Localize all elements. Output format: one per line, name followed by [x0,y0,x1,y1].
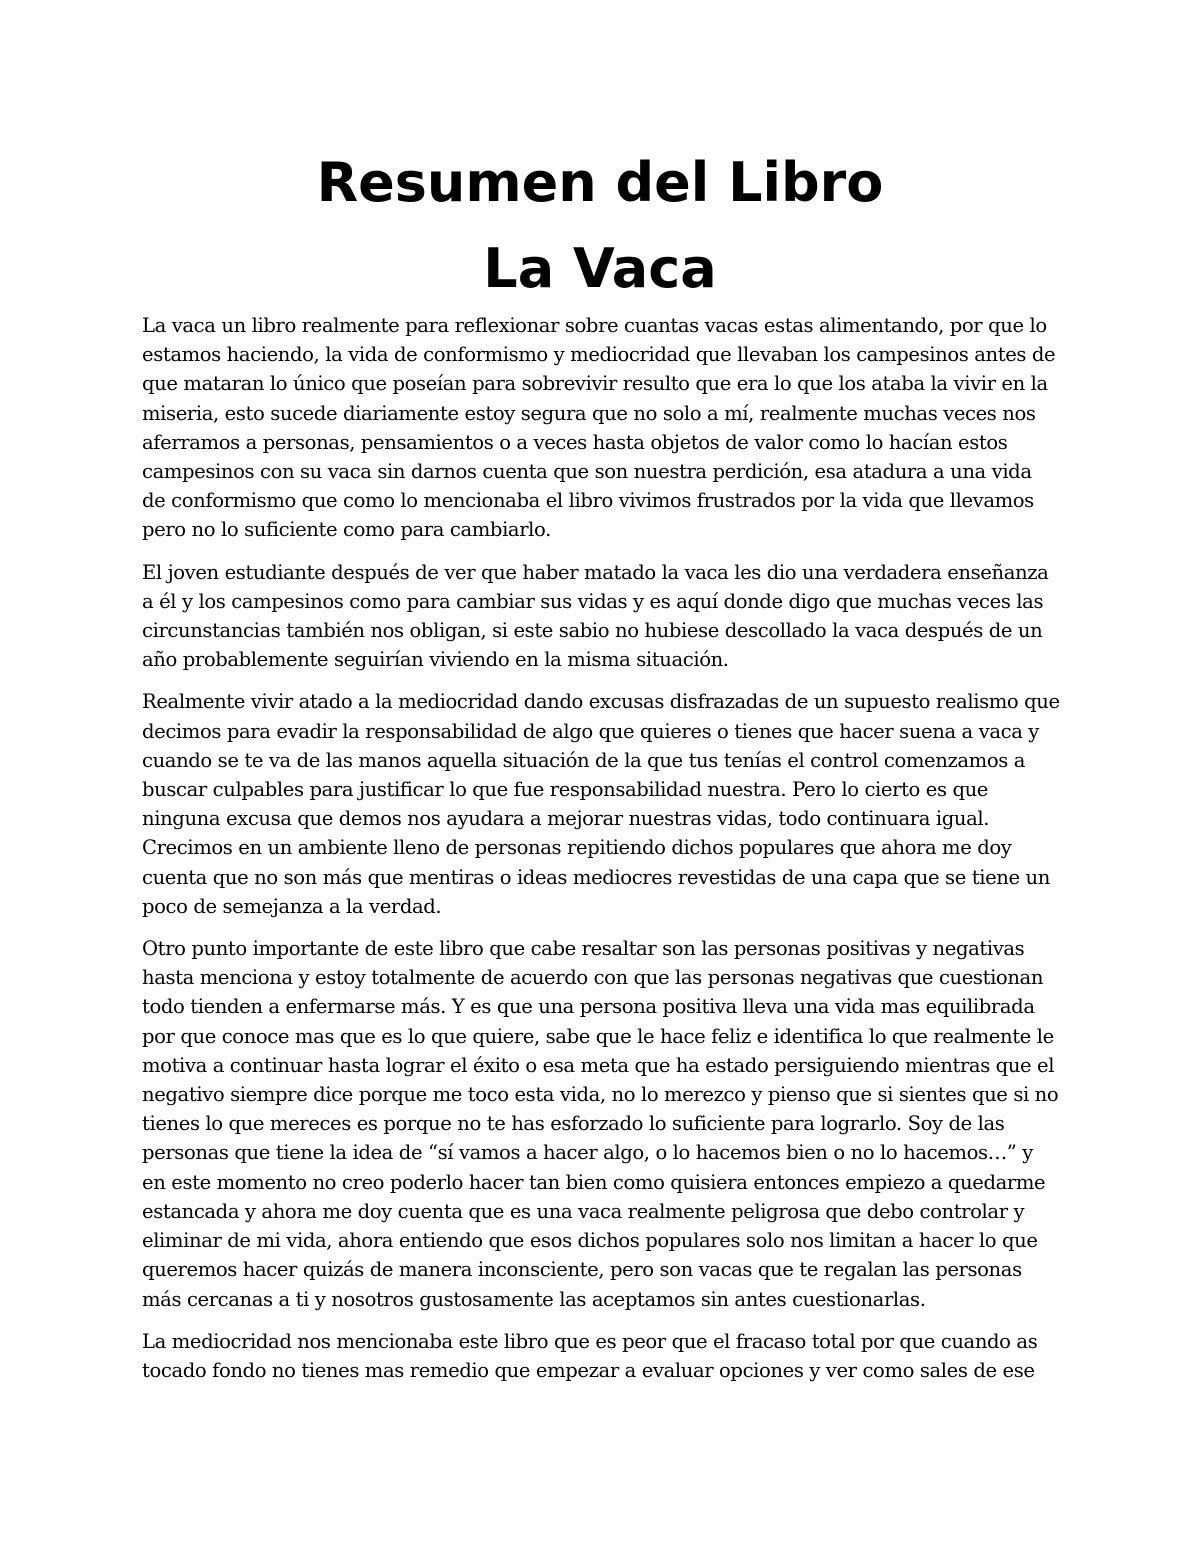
paragraph-5: La mediocridad nos mencionaba este libro que es peor que el fracaso total por que cuando as tocado fondo no tienes mas remedio que empezar a evaluar opciones y ver como sales de ese [142,1329,1038,1382]
document-body [142,311,1060,1398]
paragraph-2: El joven estudiante después de ver que haber matado la vaca les dio una verdadera enseñanza a él y los campesinos como para cambiar sus vidas y es aquí donde digo que muchas veces las circunstancias también nos obligan, si este sabio no hubiese descollado la vaca después de un año probablemente seguirían viviendo en la misma situación. [142,560,1049,672]
document-title [0,140,1200,312]
title-line-1: Resumen del Libro [316,151,884,214]
paragraph-1: La vaca un libro realmente para reflexionar sobre cuantas vacas estas alimentando, por que lo estamos haciendo, la vida de conformismo y mediocridad que llevaban los campesinos antes de que mataran lo único que poseían para sobrevivir resulto que era lo que los ataba la vivir en la miseria, esto sucede diariamente estoy segura que no solo a mí, realmente muchas veces nos aferramos a personas, pensamientos o a veces hasta objetos de valor como lo hacían estos campesinos con su vaca sin darnos cuenta que son nuestra perdición, esa atadura a una vida de conformismo que como lo mencionaba el libro vivimos frustrados por la vida que llevamos pero no lo suficiente como para cambiarlo. [142,314,1056,542]
paragraph-4: Otro punto importante de este libro que cabe resaltar son las personas positivas y negativas hasta menciona y estoy totalmente de acuerdo con que las personas negativas que cuestionan todo tienden a enfermarse más. Y es que una persona positiva lleva una vida mas equilibrada por que conoce mas que es lo que quiere, sabe que le hace feliz e identifica lo que realmente le motiva a continuar hasta lograr el éxito o esa meta que ha estado persiguiendo mientras que el negativo siempre dice porque me toco esta vida, no lo merezco y pienso que si sientes que si no tienes lo que mereces es porque no te has esforzado lo suficiente para lograrlo. Soy de las personas que tiene la idea de “sí vamos a hacer algo, o lo hacemos bien o no lo hacemos…” y en este momento no creo poderlo hacer tan bien como quisiera entonces empiezo a quedarme estancada y ahora me doy cuenta que es una vaca realmente peligrosa que debo controlar y eliminar de mi vida, ahora entiendo que esos dichos populares solo nos limitan a hacer lo que queremos hacer quizás de manera inconsciente, pero son vacas que te regalan las personas más cercanas a ti y nosotros gustosamente las aceptamos sin antes cuestionarlas. [142,937,1059,1311]
title-line-2: La Vaca [483,237,717,300]
paragraph-3: Realmente vivir atado a la mediocridad dando excusas disfrazadas de un supuesto realismo que decimos para evadir la responsabilidad de algo que quieres o tienes que hacer suena a vaca y cuando se te va de las manos aquella situación de la que tus tenías el control comenzamos a buscar culpables para justificar lo que fue responsabilidad nuestra. Pero lo cierto es que ninguna excusa que demos nos ayudara a mejorar nuestras vidas, todo continuara igual. Crecimos en un ambiente lleno de personas repitiendo dichos populares que ahora me doy cuenta que no son más que mentiras o ideas mediocres revestidas de una capa que se tiene un poco de semejanza a la verdad. [142,690,1060,918]
